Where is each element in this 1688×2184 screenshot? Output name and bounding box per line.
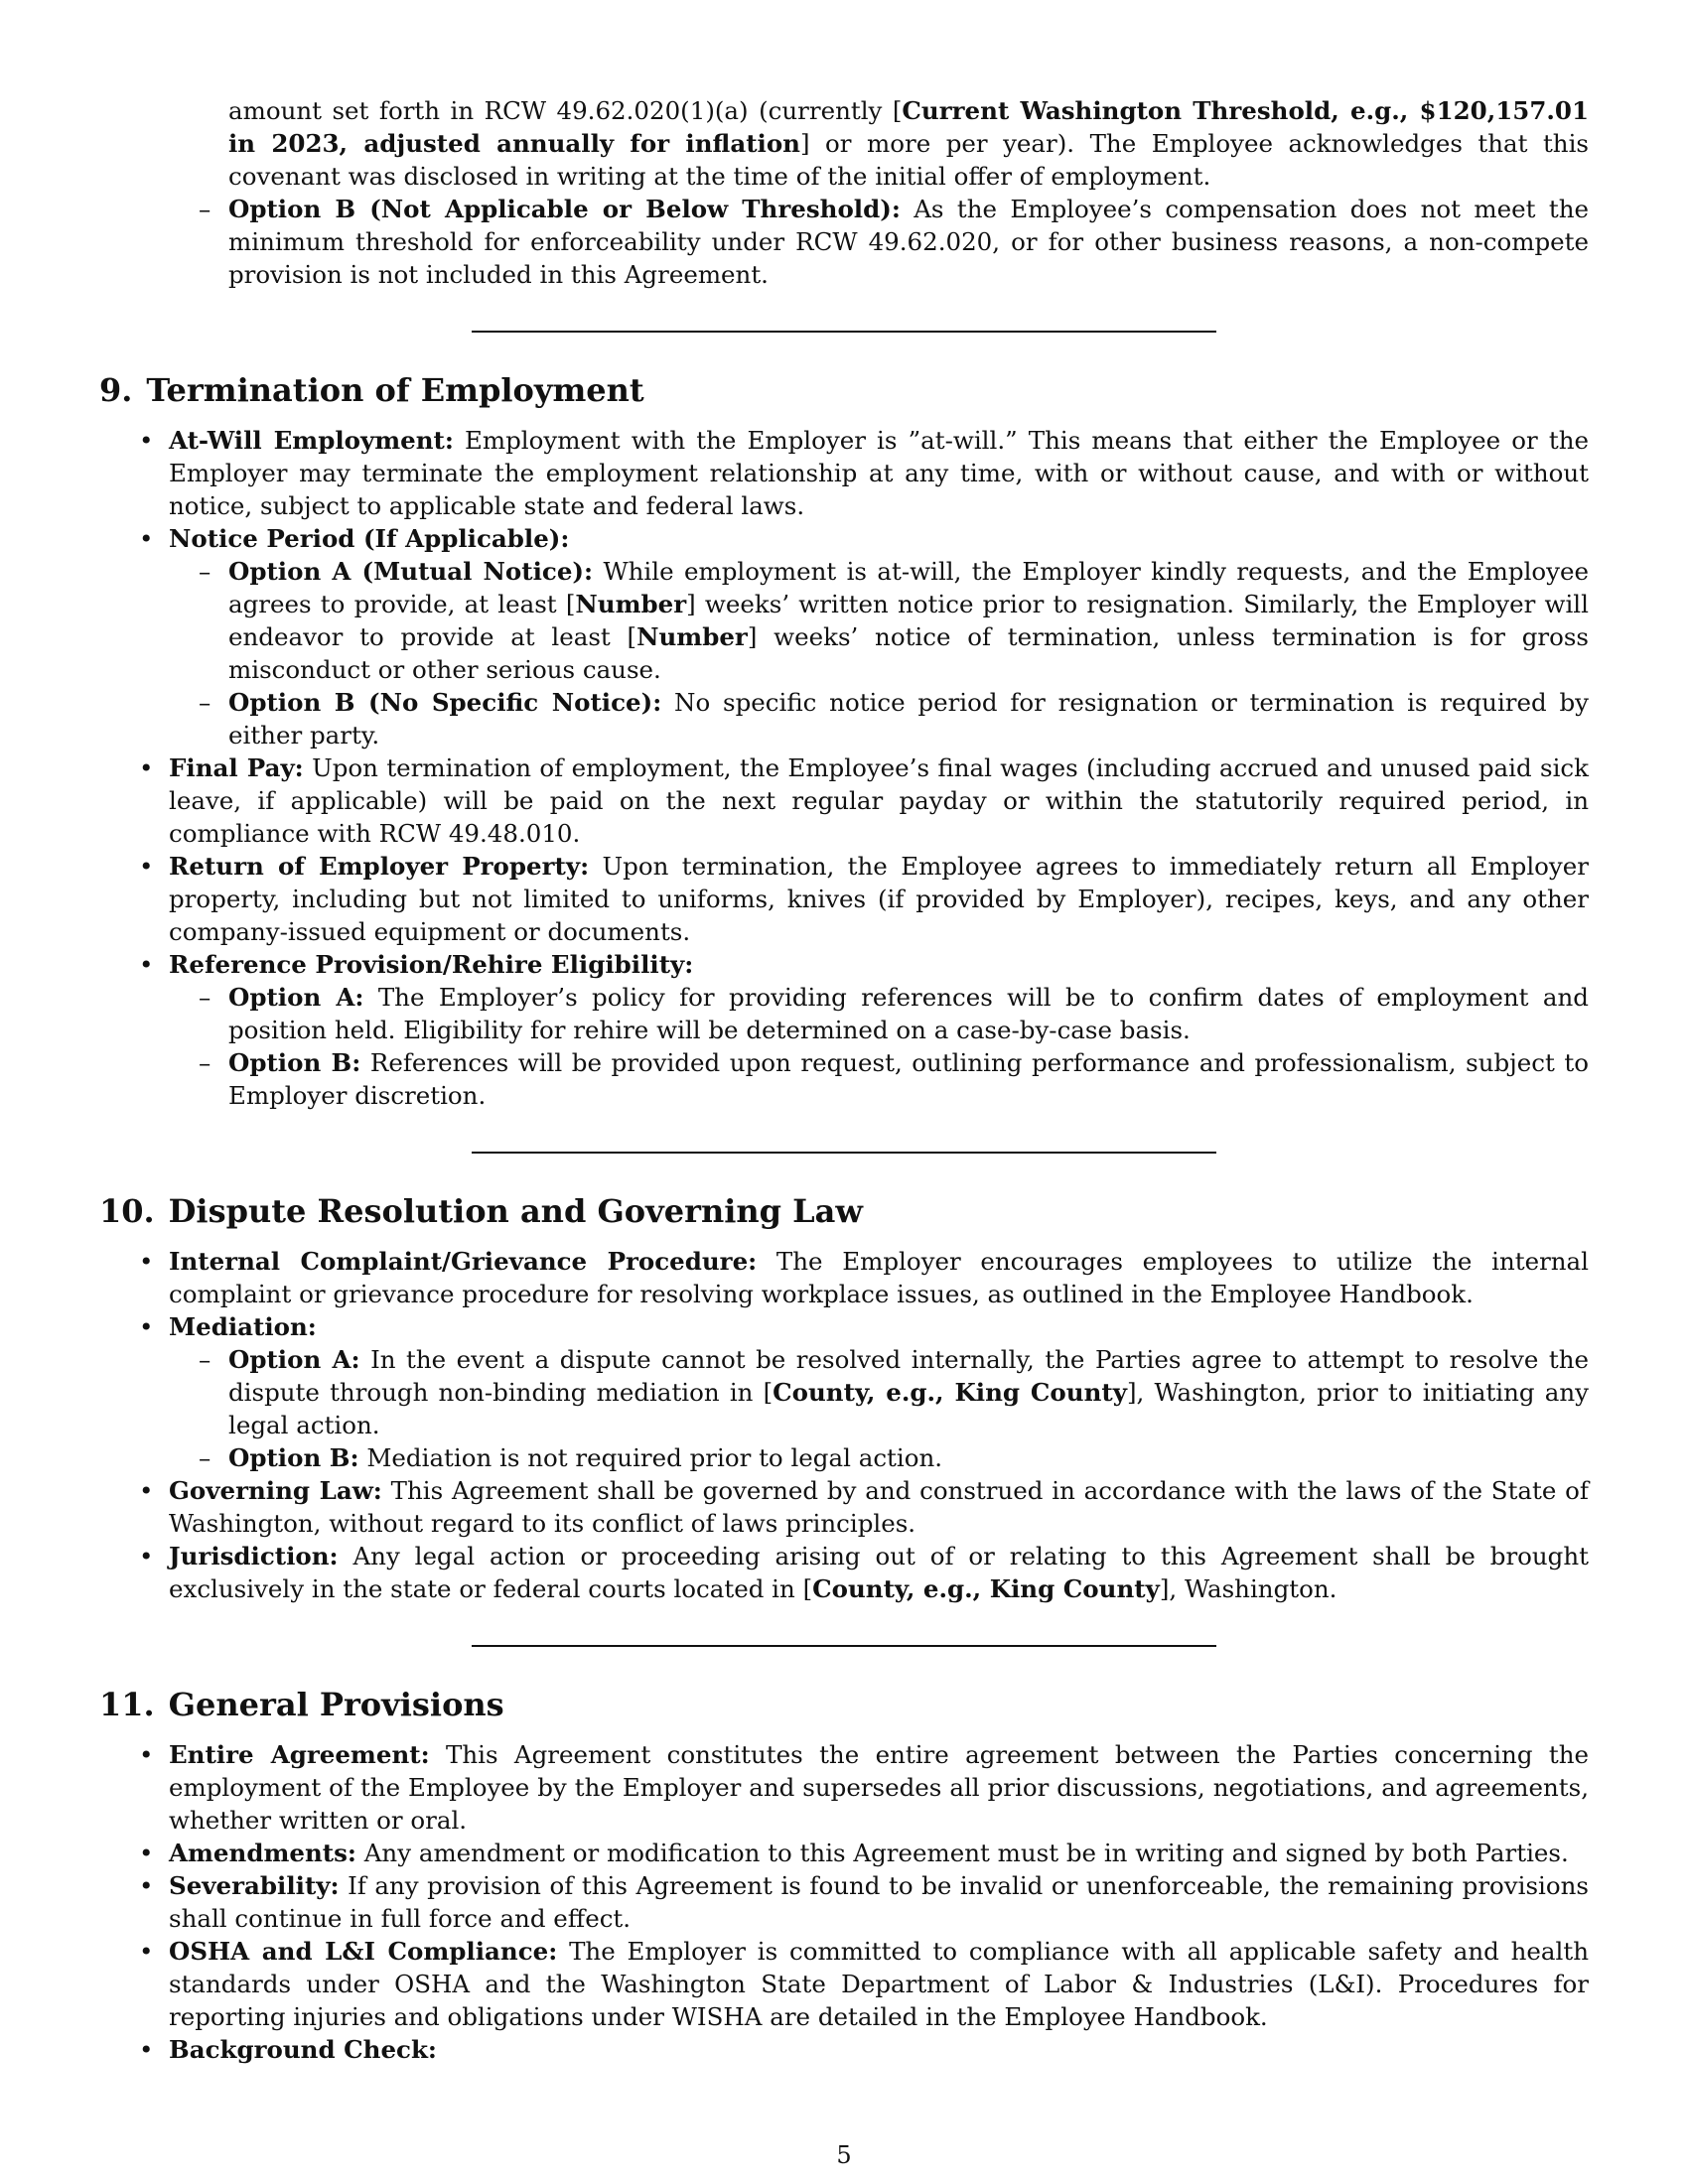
list-item: – Option B (Not Applicable or Below Threshold): As the Employee’s compensation does not meet the minimum threshold for enforceability under RCW 49.62.020, or for other business reasons, a non-compete provision is not included in this Agreement. bbox=[199, 195, 1589, 289]
list-item: – Option B (No Specific Notice): No specific notice period for resignation or termination is required by either party. bbox=[199, 688, 1589, 750]
list-item: – Option A (Mutual Notice): While employment is at-will, the Employer kindly requests, and the Employee agrees to provide, at least [Number] weeks’ written notice prior to resignation. Similarly, the Employer will endeavor to provide at least [Number] weeks’ notice of termination, unless termination is for gross misconduct or other serious cause. bbox=[199, 557, 1589, 684]
section-heading: 9. Termination of Employment bbox=[99, 371, 644, 409]
list-item: • Notice Period (If Applicable): bbox=[139, 524, 570, 553]
bullet: • bbox=[139, 1476, 154, 1505]
list-item: • Mediation: bbox=[139, 1312, 317, 1341]
list-item: – Option A: The Employer’s policy for providing references will be to confirm dates of employment and position held. Eligibility for rehire will be determined on a case-by-case basis. bbox=[199, 983, 1589, 1044]
section-divider bbox=[472, 1152, 1216, 1154]
bullet: • bbox=[139, 753, 154, 782]
dash-bullet: – bbox=[199, 1345, 211, 1374]
dash-bullet: – bbox=[199, 1048, 211, 1077]
dash-bullet: – bbox=[199, 1443, 211, 1472]
list-item: • Background Check: bbox=[139, 2035, 437, 2064]
bullet: • bbox=[139, 1937, 154, 1966]
bullet: • bbox=[139, 950, 154, 979]
list-item: – Option B: References will be provided upon request, outlining performance and professionalism, subject to Employer discretion. bbox=[199, 1048, 1589, 1110]
list-item: – Option B: Mediation is not required prior to legal action. bbox=[199, 1443, 943, 1472]
dash-bullet: – bbox=[199, 688, 211, 717]
bullet: • bbox=[139, 426, 154, 455]
bullet: • bbox=[139, 524, 154, 553]
list-item: • Reference Provision/Rehire Eligibility: bbox=[139, 950, 694, 979]
bullet: • bbox=[139, 852, 154, 881]
threshold-paragraph: amount set forth in RCW 49.62.020(1)(a) (currently [Current Washington Threshold, e.g., $120,157.01 in 2023, adjusted annually for inflation] or more per year). The Employee acknowledges that this covenant was disclosed in writing at the time of the initial offer of employment. bbox=[228, 96, 1590, 191]
list-item: • Governing Law: This Agreement shall be governed by and construed in accordance with the laws of the State of Washington, without regard to its conflict of laws principles. bbox=[139, 1476, 1589, 1538]
bullet: • bbox=[139, 2035, 154, 2064]
list-item: • Severability: If any provision of this Agreement is found to be invalid or unenforceable, the remaining provisions shall continue in full force and effect. bbox=[139, 1871, 1589, 1933]
bullet: • bbox=[139, 1740, 154, 1769]
bullet: • bbox=[139, 1312, 154, 1341]
list-item: • Entire Agreement: This Agreement constitutes the entire agreement between the Parties concerning the employment of the Employee by the Employer and supersedes all prior discussions, negotiations, and agreements, whether written or oral. bbox=[139, 1740, 1589, 1835]
dash-bullet: – bbox=[199, 557, 211, 586]
section-heading: 10. Dispute Resolution and Governing Law bbox=[99, 1192, 863, 1230]
list-item: • Final Pay: Upon termination of employment, the Employee’s final wages (including accrued and unused paid sick leave, if applicable) will be paid on the next regular payday or within the statutorily required period, in compliance with RCW 49.48.010. bbox=[139, 753, 1589, 848]
list-item: • Internal Complaint/Grievance Procedure: The Employer encourages employees to utilize the internal complaint or grievance procedure for resolving workplace issues, as outlined in the Employee Handbook. bbox=[139, 1247, 1589, 1308]
dash-bullet: – bbox=[199, 195, 211, 223]
list-item: • Amendments: Any amendment or modification to this Agreement must be in writing and signed by both Parties. bbox=[139, 1839, 1569, 1867]
document-page bbox=[99, 94, 1589, 2066]
list-item: • Jurisdiction: Any legal action or proceeding arising out of or relating to this Agreement shall be brought exclusively in the state or federal courts located in [County, e.g., King County], Washington. bbox=[139, 1542, 1589, 1603]
page-number: 5 bbox=[836, 2141, 852, 2169]
bullet: • bbox=[139, 1839, 154, 1867]
section-divider bbox=[472, 331, 1216, 333]
section-heading: 11. General Provisions bbox=[99, 1686, 504, 1723]
dash-bullet: – bbox=[199, 983, 211, 1012]
list-item: • Return of Employer Property: Upon termination, the Employee agrees to immediately return all Employer property, including but not limited to uniforms, knives (if provided by Employer), recipes, keys, and any other company-issued equipment or documents. bbox=[139, 852, 1589, 946]
section-divider bbox=[472, 1645, 1216, 1647]
list-item: • OSHA and L&I Compliance: The Employer is committed to compliance with all applicable safety and health standards under OSHA and the Washington State Department of Labor & Industries (L&I). Procedures for reporting injuries and obligations under WISHA are detailed in the Employee Handbook. bbox=[139, 1937, 1589, 2031]
list-item: • At-Will Employment: Employment with the Employer is ”at-will.” This means that either the Employee or the Employer may terminate the employment relationship at any time, with or without cause, and with or without notice, subject to applicable state and federal laws. bbox=[139, 426, 1589, 520]
bullet: • bbox=[139, 1871, 154, 1900]
bullet: • bbox=[139, 1247, 154, 1276]
list-item: – Option A: In the event a dispute cannot be resolved internally, the Parties agree to attempt to resolve the dispute through non-binding mediation in [County, e.g., King County], Washington, prior to initiating any legal action. bbox=[199, 1345, 1590, 1439]
bullet: • bbox=[139, 1542, 154, 1570]
